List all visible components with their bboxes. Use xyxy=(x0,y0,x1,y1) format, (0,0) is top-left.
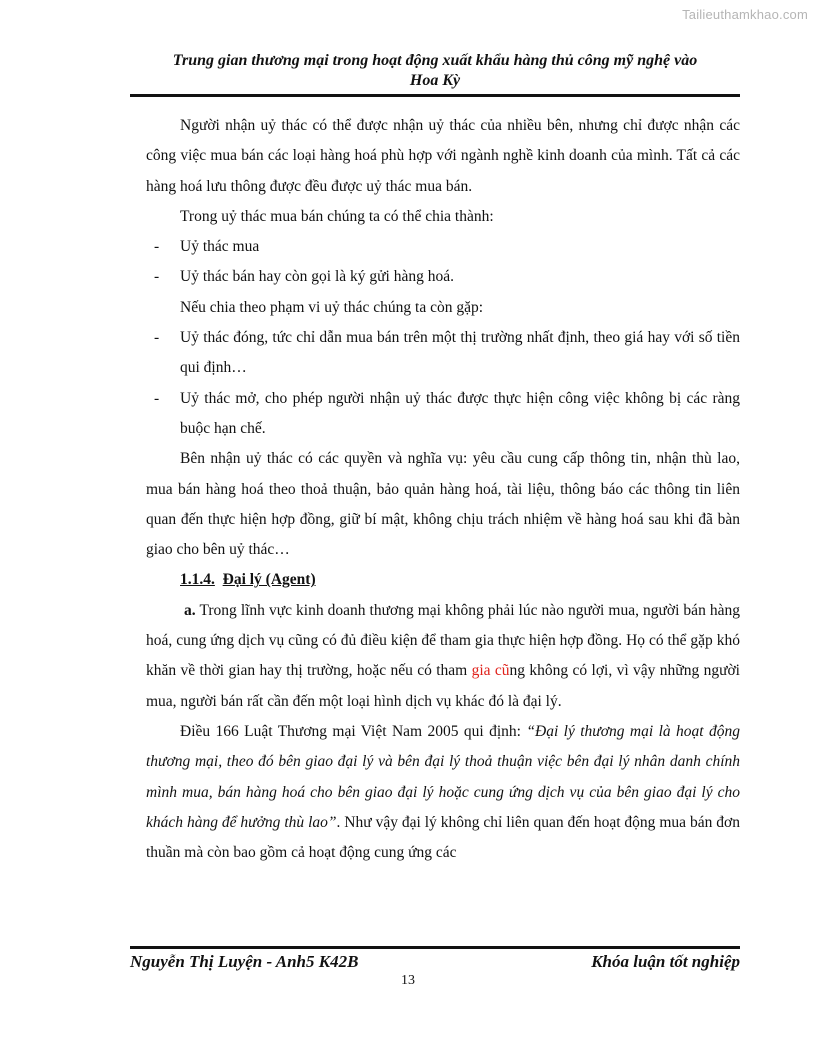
page-number: 13 xyxy=(401,973,415,988)
dash-bullet: - xyxy=(154,389,160,407)
bullet-item xyxy=(146,323,740,384)
watermark: Tailieuthamkhao.com xyxy=(682,7,808,22)
header-title-line2: Hoa Kỳ xyxy=(409,72,461,89)
legal-quote: “Đại lý thương mại là hoạt động thương mại, theo đó bên giao đại lý và bên đại lý thoả thuận việc bên đại lý nhân danh chính mình mua, bán hàng hoá cho bên giao đại lý hoặc cung ứng dịch vụ của bên giao đại lý cho khách hàng để hưởng thù lao” xyxy=(146,722,740,831)
footer-rule xyxy=(130,946,740,949)
bullet-item xyxy=(146,384,740,445)
running-header xyxy=(130,51,740,91)
dash-bullet: - xyxy=(154,268,160,286)
bullet-item xyxy=(146,262,740,292)
bullet-text: Uỷ thác đóng, tức chỉ dẫn mua bán trên một thị trường nhất định, theo giá hay với số tiền qui định… xyxy=(180,329,740,377)
paragraph: Bên nhận uỷ thác có các quyền và nghĩa vụ: yêu cầu cung cấp thông tin, nhận thù lao, mua bán hàng hoá theo thoả thuận, bảo quản hàng hoá, tài liệu, thông báo các thông tin liên quan đến thực hiện hợp đồng, giữ bí mật, không chịu trách nhiệm về hàng hoá sau khi đã bàn giao cho bên uỷ thác… xyxy=(146,450,740,559)
dash-bullet: - xyxy=(154,329,160,347)
bullet-text: Uỷ thác mở, cho phép người nhận uỷ thác được thực hiện công việc không bị các ràng buộc hạn chế. xyxy=(180,389,740,437)
dash-bullet: - xyxy=(154,238,160,256)
paragraph-label: a. xyxy=(184,601,196,619)
header-title-line1: Trung gian thương mại trong hoạt động xuất khẩu hàng thủ công mỹ nghệ vào xyxy=(172,52,698,69)
bullet-text: Uỷ thác mua xyxy=(180,238,260,256)
highlighted-text: gia cũ xyxy=(471,662,510,680)
paragraph: Điều 166 Luật Thương mại Việt Nam 2005 qui định: “Đại lý thương mại là hoạt động thương mại, theo đó bên giao đại lý và bên đại lý thoả thuận việc bên đại lý nhân danh chính mình mua, bán hàng hoá cho bên giao đại lý hoặc cung ứng dịch vụ của bên giao đại lý cho khách hàng để hưởng thù lao”. Như vậy đại lý không chỉ liên quan đến hoạt động mua bán đơn thuần mà còn bao gồm cả hoạt động cung ứng các xyxy=(146,722,740,862)
footer-author: Nguyễn Thị Luyện - Anh5 K42B xyxy=(130,952,359,971)
paragraph: Nếu chia theo phạm vi uỷ thác chúng ta còn gặp: xyxy=(180,298,484,316)
section-number: 1.1.4. xyxy=(180,571,215,589)
footer-doc-type: Khóa luận tốt nghiệp xyxy=(591,952,740,971)
paragraph: Người nhận uỷ thác có thể được nhận uỷ thác của nhiều bên, nhưng chỉ được nhận các công việc mua bán các loại hàng hoá phù hợp với ngành nghề kinh doanh của mình. Tất cả các hàng hoá lưu thông được đều được uỷ thác mua bán. xyxy=(146,117,740,195)
section-title: Đại lý (Agent) xyxy=(222,571,316,589)
bullet-text: Uỷ thác bán hay còn gọi là ký gửi hàng hoá. xyxy=(180,268,454,286)
section-heading xyxy=(146,565,740,595)
page-body xyxy=(146,111,740,868)
paragraph: Trong uỷ thác mua bán chúng ta có thể chia thành: xyxy=(180,207,494,225)
bullet-item xyxy=(146,232,740,262)
paragraph: a. Trong lĩnh vực kinh doanh thương mại không phải lúc nào người mua, người bán hàng hoá, cung ứng dịch vụ cũng có đủ điều kiện để tham gia thực hiện hợp đồng. Họ có thể gặp khó khăn về thời gian hay thị trường, hoặc nếu có tham gia cũng không có lợi, vì vậy những người mua, người bán rất cần đến một loại hình dịch vụ khác đó là đại lý. xyxy=(146,601,740,710)
header-rule xyxy=(130,94,740,97)
